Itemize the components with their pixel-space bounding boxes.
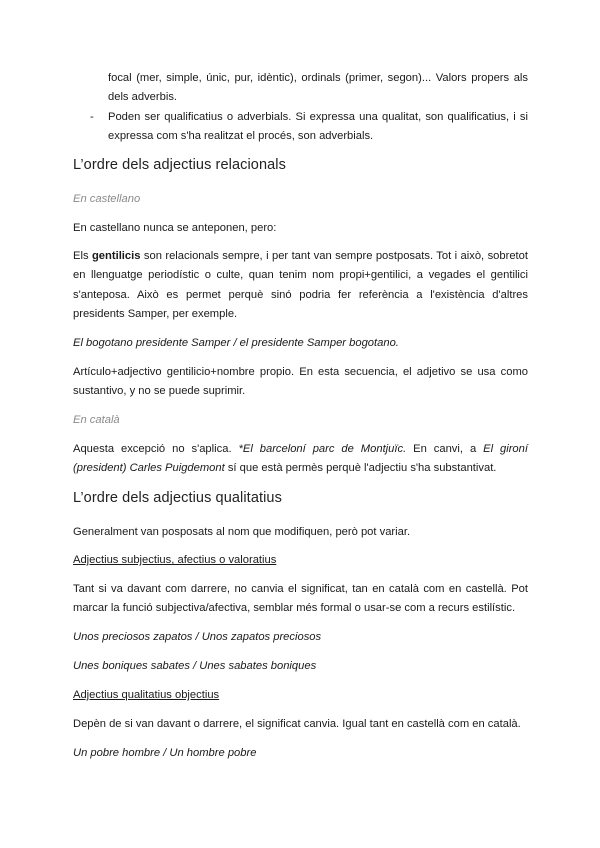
bold-term-gentilicis: gentilicis [91,250,141,262]
paragraph-gentilicis-line1 [73,247,528,266]
subheading-objectius: Adjectius qualitatius objectius [73,689,220,701]
paragraph-generalment: Generalment van posposats al nom que modifiquen, però pot variar. [73,526,411,538]
text: Aquesta excepció no s'aplica. [73,443,239,455]
example-sabates: Unes boniques sabates / Unes sabates boniques [73,660,317,672]
example-zapatos: Unos preciosos zapatos / Unos zapatos preciosos [73,631,322,643]
paragraph-tant-line2: marcar la funció subjectiva/afectiva, semblar més formal o usar-se com a recurs estilístic. [73,602,516,614]
bullet-continuation-last-line: dels adverbis. [108,91,178,103]
section-heading-qualitatius: L’ordre dels adjectius qualitatius [73,490,282,506]
subheading-subjectius: Adjectius subjectius, afectius o valoratius [73,554,277,566]
example-pobre: Un pobre hombre / Un hombre pobre [73,747,257,759]
example-gironi: El gironí [483,443,528,455]
text: Els [73,250,92,262]
example-puigdemont: (president) Carles Puigdemont [73,462,225,474]
section-heading-relacionals: L’ordre dels adjectius relacionals [73,157,286,173]
paragraph-depen: Depèn de si van davant o darrere, el significat canvia. Igual tant en castellà com en català. [73,718,521,730]
paragraph-excepcio-line2 [73,459,528,478]
paragraph-gentilicis-line4: presidents Samper, per exemple. [73,308,238,320]
example-bogotano: El bogotano presidente Samper / el presidente Samper bogotano. [73,337,399,349]
paragraph-gentilicis-line3: s'anteposa. Això es permet perquè sinó podria fer referència a l'existència d'altres [73,289,528,301]
bullet-dash: - [90,111,94,123]
paragraph-nunca: En castellano nunca se anteponen, pero: [73,222,277,234]
text: sí que està permès perquè l'adjectiu s'ha substantivat. [224,462,497,474]
paragraph-articulo-line1: Artículo+adjectivo gentilicio+nombre propio. En esta secuencia, el adjetivo se usa como [73,366,528,378]
paragraph-tant-line1: Tant si va davant com darrere, no canvia el significat, tan en català com en castellà. Pot [73,583,528,595]
paragraph-articulo-line2: sustantivo, y no se puede suprimir. [73,385,246,397]
example-barceloni: *El barceloní parc de Montjuïc. [238,443,407,455]
text: son relacionals sempre, i per tant van sempre postposats. Tot i això, sobretot [140,250,528,262]
paragraph-gentilicis-line2: en llenguatge periodístic o culte, quan tenim nom propi+gentilici, a vegades el gentilici [73,269,528,281]
subheading-catala: En català [73,414,120,426]
subheading-castellano: En castellano [73,193,141,205]
text: En canvi, a [406,443,484,455]
paragraph-excepcio-line1 [73,440,528,459]
list-item-text: Poden ser qualificatius o adverbials. Si expressa una qualitat, son qualificatius, i si [108,111,528,123]
bullet-continuation-line: focal (mer, simple, únic, pur, idèntic), ordinals (primer, segon)... Valors propers als [108,72,528,84]
list-item-text-continuation: expressa com s'ha realitzat el procés, son adverbials. [108,130,374,142]
